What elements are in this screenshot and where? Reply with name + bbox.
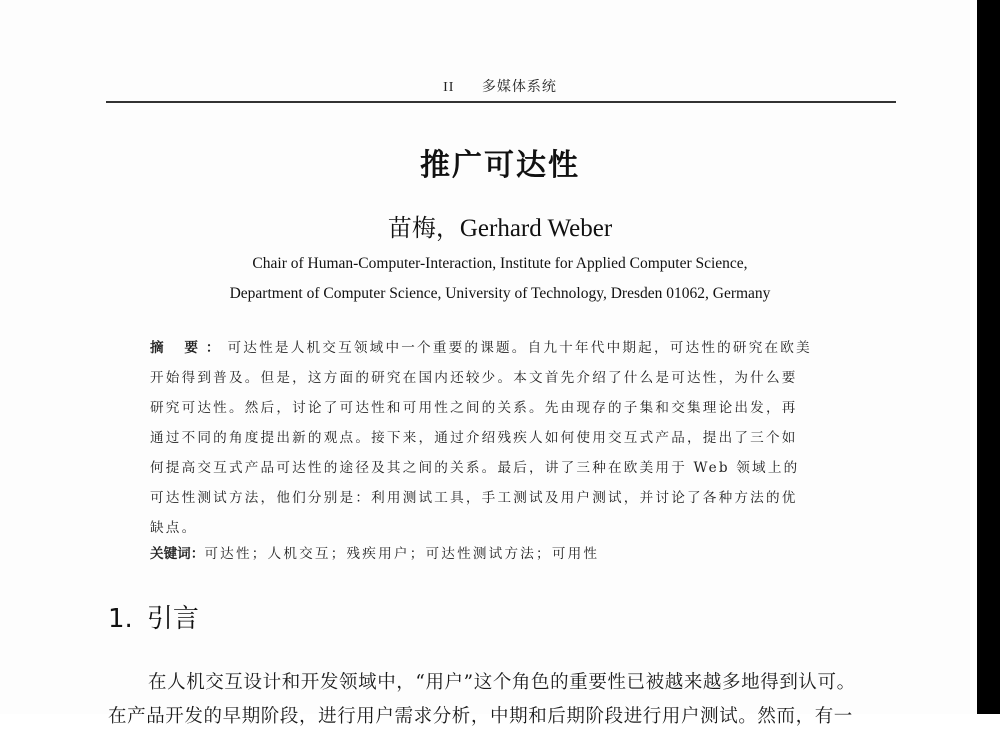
header-rule (106, 101, 896, 103)
paper-title: 推广可达性 (420, 148, 580, 183)
author-cn: 苗梅， (387, 214, 460, 242)
body-line: 在产品开发的早期阶段，进行用户需求分析，中期和后期阶段进行用户测试。然而，有一 (108, 706, 853, 727)
abstract-line: 缺点。 (150, 520, 198, 536)
abstract-line: 可达性测试方法，他们分别是：利用测试工具，手工测试及用户测试，并讨论了各种方法的优 (150, 490, 798, 506)
keywords-label: 关键词： (150, 546, 205, 562)
abstract-line: 开始得到普及。但是，这方面的研究在国内还较少。本文首先介绍了什么是可达性，为什么要 (150, 370, 798, 386)
abstract-line: 何提高交互式产品可达性的途径及其之间的关系。最后，讲了三种在欧美用于 Web 领域上的 (150, 460, 800, 476)
keywords-list: 可达性；人机交互；残疾用户；可达性测试方法；可用性 (204, 546, 600, 562)
body-line: 在人机交互设计和开发领域中，“用户”这个角色的重要性已被越来越多地得到认可。 (148, 672, 856, 693)
paper-authors (0, 208, 1000, 243)
abstract-line: 通过不同的角度提出新的观点。接下来，通过介绍残疾人如何使用交互式产品，提出了三个如 (150, 430, 798, 446)
affiliation-line-1: Chair of Human-Computer-Interaction, Institute for Applied Computer Science, (252, 255, 748, 272)
affiliation-line-2: Department of Computer Science, University of Technology, Dresden 01062, Germany (229, 285, 771, 302)
header-section-number: II (443, 80, 455, 95)
section-number: 1. (108, 604, 133, 634)
running-header (105, 76, 895, 96)
section-title: 引言 (146, 604, 199, 634)
keywords (150, 542, 599, 562)
abstract-line: 研究可达性。然后，讨论了可达性和可用性之间的关系。先由现存的子集和交集理论出发，再 (150, 400, 798, 416)
abstract (150, 333, 862, 543)
author-latin: Gerhard Weber (459, 215, 613, 242)
header-section-name: 多媒体系统 (481, 79, 557, 95)
body-paragraph (108, 666, 898, 734)
abstract-line: 摘 要：可达性是人机交互领域中一个重要的课题。自九十年代中期起，可达性的研究在欧美 (150, 340, 812, 356)
section-heading (108, 598, 199, 635)
viewer-edge-bar (977, 0, 1000, 714)
abstract-label: 摘 要： (150, 340, 228, 356)
